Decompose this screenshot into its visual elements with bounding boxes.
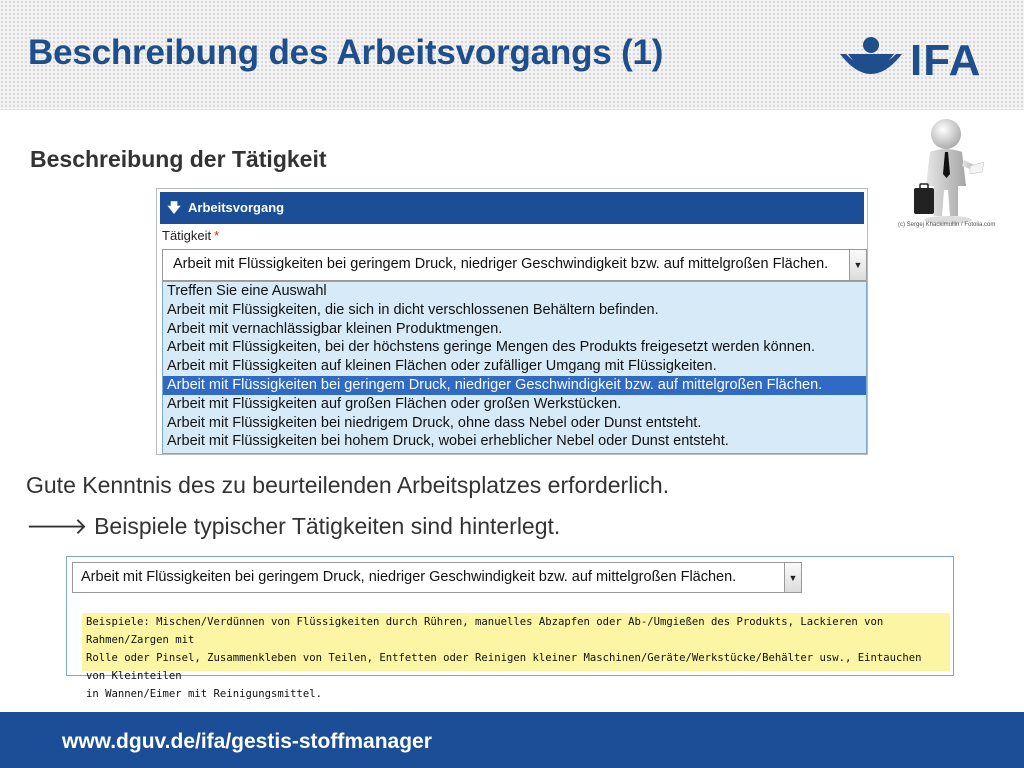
dropdown-arrow-icon[interactable]: ▼ (784, 563, 801, 592)
option-item[interactable]: Arbeit mit Flüssigkeiten bei niedrigem Druck, ohne dass Nebel oder Dunst entsteht. (167, 414, 702, 431)
section-header-arbeitsvorgang[interactable] (160, 192, 864, 224)
section-header-label: Arbeitsvorgang (188, 200, 285, 215)
option-item[interactable]: Arbeit mit Flüssigkeiten, die sich in dicht verschlossenen Behältern befinden. (167, 301, 659, 318)
footer-url[interactable]: www.dguv.de/ifa/gestis-stoffmanager (62, 730, 432, 753)
activity-select[interactable] (162, 249, 867, 281)
footer-band (0, 712, 1024, 768)
screenshot-activity-dropdown (156, 188, 868, 455)
field-label-text: Tätigkeit (162, 228, 212, 243)
option-item[interactable]: Arbeit mit Flüssigkeiten auf großen Flächen oder großen Werkstücken. (167, 395, 622, 412)
field-label-taetigkeit (162, 228, 219, 243)
examples-line: Rolle oder Pinsel, Zusammenkleben von Teilen, Entfetten oder Reinigen kleiner Maschinen/Geräte/Werkstücke/Behälter usw., Eintauchen von Kleinteilen (86, 652, 922, 682)
photo-credit: (c) Sergej Khackimullin / Fotolia.com (898, 222, 996, 228)
activity-select-2[interactable] (72, 562, 802, 593)
ifa-logo-icon (838, 34, 908, 86)
option-item[interactable]: Arbeit mit Flüssigkeiten auf kleinen Flächen oder zufälliger Umgang mit Flüssigkeiten. (167, 358, 717, 375)
option-item[interactable]: Treffen Sie eine Auswahl (167, 283, 327, 299)
examples-line: Beispiele: Mischen/Verdünnen von Flüssigkeiten durch Rühren, manuelles Abzapfen oder Ab-/Umgießen des Produkts, Lackieren von Rahmen/Zargen mit (86, 616, 884, 646)
body-text-knowledge: Gute Kenntnis des zu beurteilenden Arbeitsplatzes erforderlich. (26, 472, 670, 498)
option-item[interactable]: Arbeit mit Flüssigkeiten bei hohem Druck, wobei erheblicher Nebel oder Dunst entsteht. (167, 433, 729, 450)
page-title: Beschreibung des Arbeitsvorgangs (1) (28, 33, 664, 72)
activity-select-2-value: Arbeit mit Flüssigkeiten bei geringem Druck, niedriger Geschwindigkeit bzw. auf mittelgroßen Flächen. (81, 569, 737, 585)
option-item[interactable]: Arbeit mit Flüssigkeiten, bei der höchstens geringe Mengen des Produkts freigesetzt werden können. (167, 339, 816, 356)
body-text-examples-label: Beispiele typischer Tätigkeiten sind hinterlegt. (94, 513, 561, 539)
businessman-icon (908, 116, 988, 228)
option-item[interactable]: Arbeit mit vernachlässigbar kleinen Produktmengen. (167, 320, 503, 337)
businessman-figure (908, 116, 988, 228)
activity-select-value: Arbeit mit Flüssigkeiten bei geringem Druck, niedriger Geschwindigkeit bzw. auf mittelgroßen Flächen. (173, 256, 829, 272)
section-subtitle: Beschreibung der Tätigkeit (30, 146, 327, 172)
activity-options-list (162, 281, 867, 454)
right-arrow-icon: 🡒 (26, 513, 88, 539)
ifa-logo (838, 34, 982, 86)
body-text-examples (26, 512, 560, 540)
examples-line: in Wannen/Eimer mit Reinigungsmittel. (86, 688, 322, 700)
logo-text: IFA (910, 36, 982, 85)
dropdown-arrow-icon[interactable]: ▼ (849, 250, 866, 280)
screenshot-examples (66, 556, 954, 700)
header-band (0, 0, 1024, 110)
required-marker: * (214, 228, 220, 243)
option-item-selected[interactable]: Arbeit mit Flüssigkeiten bei geringem Druck, niedriger Geschwindigkeit bzw. auf mittelgroßen Flächen. (163, 376, 866, 395)
examples-box (82, 613, 950, 700)
arrow-down-icon: 🡇 (167, 200, 181, 215)
